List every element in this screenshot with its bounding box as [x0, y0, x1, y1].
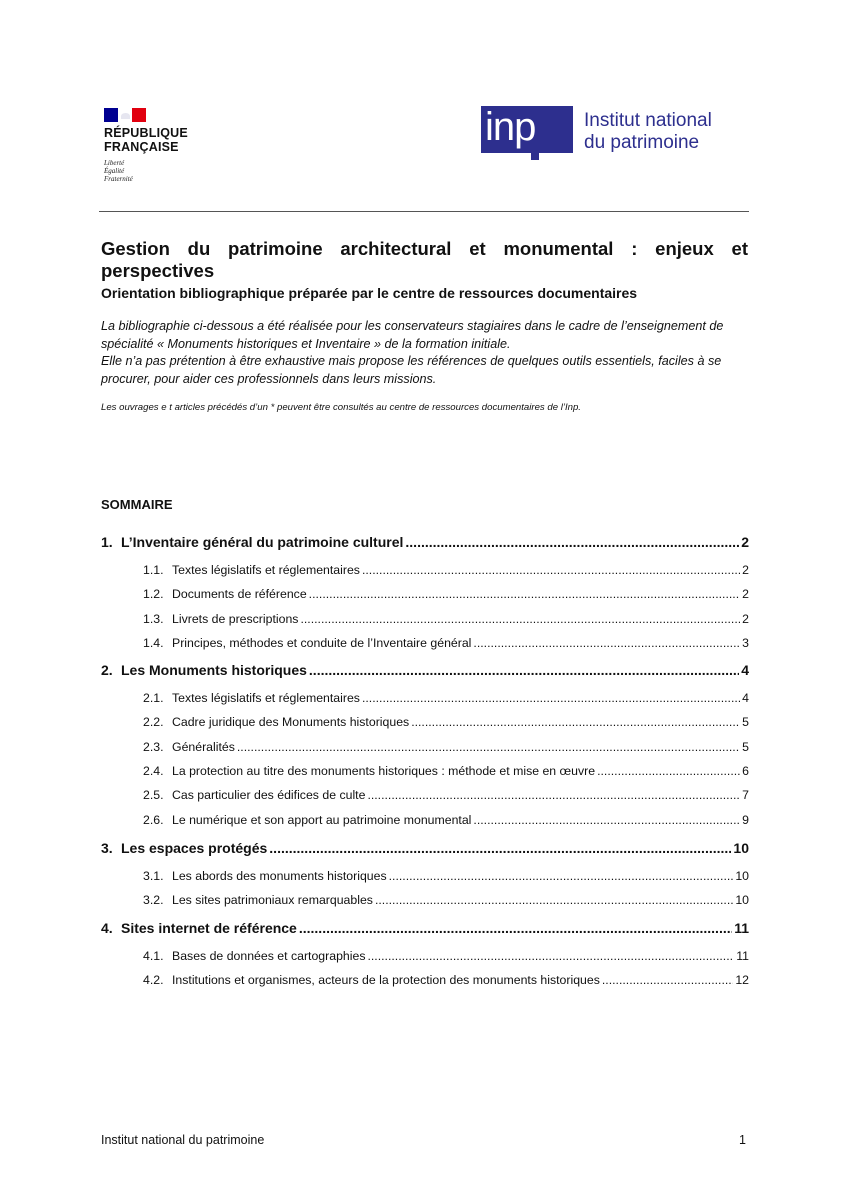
toc-item-number: 2.5.: [143, 788, 164, 803]
toc-item-page-number: 5: [742, 715, 749, 730]
inp-logo: [481, 106, 712, 158]
toc-item-leader-dots: [362, 691, 740, 705]
toc-item-label: Les abords des monuments historiques: [172, 869, 387, 883]
toc-item-number: 2.1.: [143, 691, 164, 705]
toc-item-link[interactable]: [143, 949, 749, 963]
toc-item-label: Textes législatifs et réglementaires: [172, 691, 360, 705]
rf-motto: [104, 159, 214, 183]
rf-motto-fraternite: Fraternité: [104, 175, 133, 183]
toc-item-number: 4.2.: [143, 973, 164, 988]
toc-item-page-number: 2: [742, 563, 749, 577]
toc-section-page-number: 2: [741, 534, 749, 550]
toc-item-label: Principes, méthodes et conduite de l’Inventaire général: [172, 635, 472, 650]
toc-item-leader-dots: [375, 893, 733, 907]
toc-item-leader-dots: [367, 788, 740, 802]
inp-mark-text: inp: [485, 105, 536, 149]
toc-item-link[interactable]: [143, 612, 749, 626]
toc-item-number: 2.4.: [143, 763, 164, 778]
intro-paragraph-2: Elle n’a pas prétention à être exhaustive mais propose les références de quelques outils essentiels, faciles à se procurer, pour aider ces professionnels dans leurs missions.: [101, 354, 722, 386]
toc-item-leader-dots: [473, 636, 740, 650]
toc-item-leader-dots: [300, 612, 740, 626]
toc-section-leader-dots: [269, 840, 731, 856]
toc-item-number: 4.1.: [143, 949, 164, 963]
toc-item-page-number: 5: [742, 739, 749, 754]
rf-name-line2: FRANÇAISE: [104, 140, 179, 154]
toc-item-label: La protection au titre des monuments historiques : méthode et mise en œuvre: [172, 763, 596, 778]
toc-item-leader-dots: [389, 869, 734, 883]
toc-item-leader-dots: [473, 813, 740, 827]
toc-item-label: Généralités: [172, 739, 235, 754]
toc-section-page-number: 10: [733, 840, 749, 856]
toc-item-label: Cas particulier des édifices de culte: [172, 788, 366, 803]
toc-item-page-number: 10: [735, 869, 749, 883]
toc-section-link[interactable]: [101, 662, 749, 678]
toc-item-number: 1.3.: [143, 611, 164, 626]
document-title: Gestion du patrimoine architectural et monumental : enjeux et perspectives: [101, 238, 748, 281]
toc-section-leader-dots: [299, 920, 732, 936]
toc-item-link[interactable]: [143, 740, 749, 754]
toc-item-page-number: 6: [742, 763, 749, 778]
toc-section-leader-dots: [405, 534, 739, 550]
toc-item-label: Textes législatifs et réglementaires: [172, 563, 360, 577]
toc-item-label: Cadre juridique des Monuments historiques: [172, 715, 410, 730]
republique-francaise-logo: [104, 104, 214, 183]
toc-section-number: 2.: [101, 662, 113, 678]
toc-item-number: 1.4.: [143, 635, 164, 650]
toc-item-link[interactable]: [143, 893, 749, 907]
toc-item-number: 2.2.: [143, 715, 164, 730]
toc-item-label: Documents de référence: [172, 587, 307, 602]
toc-section-number: 3.: [101, 840, 113, 856]
toc-section-link[interactable]: [101, 920, 749, 936]
toc-item-number: 3.2.: [143, 893, 164, 908]
rf-motto-egalite: Égalité: [104, 167, 125, 175]
inp-name-line1: Institut national: [584, 110, 712, 131]
toc-item-page-number: 2: [742, 587, 749, 602]
toc-item-leader-dots: [309, 587, 741, 601]
toc-section-link[interactable]: [101, 840, 749, 856]
toc-item-page-number: 9: [742, 812, 749, 827]
toc-item-leader-dots: [362, 563, 740, 577]
document-note: Les ouvrages e t articles précédés d’un * peuvent être consultés au centre de ressources documentaires de l’Inp.: [101, 402, 581, 413]
document-subtitle: Orientation bibliographique préparée par le centre de ressources documentaires: [101, 285, 638, 301]
inp-name: [584, 110, 712, 154]
footer-institution: Institut national du patrimoine: [101, 1133, 265, 1147]
toc-item-number: 1.2.: [143, 587, 164, 602]
toc-item-number: 2.6.: [143, 812, 164, 827]
toc-item-leader-dots: [411, 715, 740, 729]
toc-item-label: Les sites patrimoniaux remarquables: [172, 893, 373, 908]
toc-item-link[interactable]: [143, 587, 749, 601]
toc-item-page-number: 2: [742, 611, 749, 626]
toc-item-page-number: 10: [735, 893, 749, 908]
toc-heading: SOMMAIRE: [101, 497, 173, 512]
toc-item-leader-dots: [602, 973, 733, 987]
toc-item-link[interactable]: [143, 869, 749, 883]
marianne-flag-icon: [104, 104, 214, 122]
toc-item-label: Institutions et organismes, acteurs de la protection des monuments historiques: [172, 973, 600, 988]
inp-mark-icon: [481, 106, 573, 158]
toc-section-label: Les Monuments historiques: [121, 662, 307, 678]
toc-item-page-number: 3: [742, 635, 749, 650]
toc-section-number: 1.: [101, 534, 113, 550]
toc-section-number: 4.: [101, 920, 113, 936]
toc-item-link[interactable]: [143, 563, 749, 577]
toc-item-label: Bases de données et cartographies: [172, 949, 366, 963]
toc-item-number: 2.3.: [143, 739, 164, 754]
toc-item-leader-dots: [597, 764, 740, 778]
header-divider: [99, 211, 749, 212]
intro-paragraph-1: La bibliographie ci-dessous a été réalisée pour les conservateurs stagiaires dans le cadre de l’enseignement de spécialité « Monuments historiques et Inventaire » de la formation initiale.: [101, 319, 724, 351]
toc-item-label: Le numérique et son apport au patrimoine monumental: [172, 812, 472, 827]
toc-item-page-number: 11: [736, 949, 749, 963]
toc-item-link[interactable]: [143, 764, 749, 778]
toc-item-page-number: 4: [742, 691, 749, 705]
toc-section-page-number: 4: [741, 662, 749, 678]
document-intro: [101, 318, 751, 388]
rf-name-line1: RÉPUBLIQUE: [104, 126, 188, 140]
toc-item-leader-dots: [237, 740, 740, 754]
toc-section-label: L’Inventaire général du patrimoine culturel: [121, 534, 404, 550]
toc-section-label: Les espaces protégés: [121, 840, 268, 856]
toc-item-leader-dots: [367, 949, 734, 963]
toc-item-link[interactable]: [143, 715, 749, 729]
toc-item-page-number: 12: [735, 973, 749, 988]
toc-item-number: 1.1.: [143, 563, 164, 577]
toc-section-page-number: 11: [734, 920, 749, 936]
footer-page-number: 1: [739, 1133, 746, 1147]
toc-item-page-number: 7: [742, 788, 749, 803]
toc-section-link[interactable]: [101, 534, 749, 550]
toc-item-number: 3.1.: [143, 869, 164, 883]
toc-item-link[interactable]: [143, 973, 749, 987]
rf-motto-liberte: Liberté: [104, 159, 125, 167]
toc-item-link[interactable]: [143, 813, 749, 827]
toc-item-link[interactable]: [143, 691, 749, 705]
toc-item-label: Livrets de prescriptions: [172, 611, 299, 626]
toc-item-link[interactable]: [143, 788, 749, 802]
toc-item-link[interactable]: [143, 636, 749, 650]
toc-section-leader-dots: [309, 662, 739, 678]
toc-section-label: Sites internet de référence: [121, 920, 297, 936]
inp-name-line2: du patrimoine: [584, 132, 700, 153]
